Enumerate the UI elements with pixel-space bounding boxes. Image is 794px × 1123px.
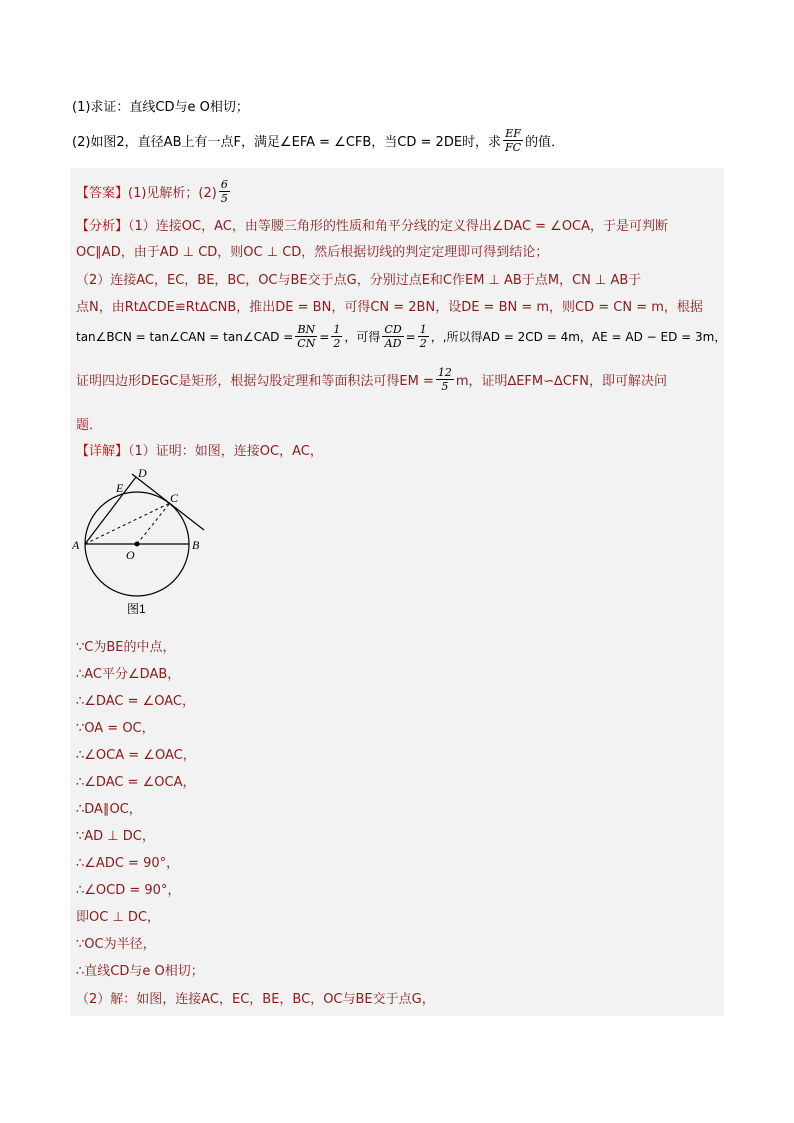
- analysis-line-6-b: m，证明∆EFM∽∆CFN，即可解决问: [455, 374, 667, 389]
- center-o-dot: [135, 542, 140, 547]
- label-e: E: [116, 481, 124, 495]
- one-half-fraction: [418, 323, 429, 350]
- analysis-line-5-e: ，,所以得AD = 2CD = 4m，AE = AD − ED = 3m，: [430, 330, 727, 344]
- fraction-denominator: 5: [441, 380, 449, 393]
- ef-over-fc-fraction: [503, 127, 523, 154]
- detail-part-2: （2）解：如图，连接AC，EC，BE，BC，OC与BE交于点G，: [76, 992, 435, 1007]
- tangent-line-cd: [132, 474, 204, 530]
- analysis-tag: 【分析】: [76, 219, 129, 234]
- line-ad: [85, 477, 136, 544]
- label-o: O: [126, 548, 135, 562]
- detail-step-5: ∴∠OCA = ∠OAC，: [76, 748, 196, 763]
- detail-step-8: ∵AD ⊥ DC，: [76, 829, 155, 844]
- analysis-text-1: （1）连接OC，AC，由等腰三角形的性质和角平分线的定义得出∠DAC = ∠OCA，于是可判断: [128, 219, 669, 234]
- analysis-line-2: OC∥AD，由于AD ⊥ CD，则OC ⊥ CD，然后根据切线的判定定理即可得到结论；: [76, 245, 549, 260]
- cd-over-ad-fraction: [382, 323, 403, 350]
- fraction-denominator: 5: [220, 192, 228, 205]
- analysis-line-6: [76, 366, 667, 393]
- answer-line: [76, 178, 232, 205]
- label-a: A: [72, 538, 80, 552]
- dashed-oc: [137, 503, 170, 544]
- answer-tag: 【答案】: [76, 186, 129, 201]
- question-part-2: [72, 127, 564, 154]
- detail-step-2: ∴AC平分∠DAB，: [76, 667, 181, 682]
- analysis-line-5-a: tan∠BCN = tan∠CAN = tan∠CAD =: [76, 329, 294, 344]
- figure-caption: 图1: [127, 602, 146, 616]
- fraction-numerator: 1: [333, 323, 341, 336]
- fraction-denominator: AD: [384, 337, 402, 350]
- answer-fraction: [219, 178, 230, 205]
- label-b: B: [192, 538, 200, 552]
- fraction-numerator: CD: [384, 323, 402, 336]
- analysis-line-5-d: =: [405, 329, 416, 344]
- analysis-line-6-a: 证明四边形DEGC是矩形，根据勾股定理和等面积法可得EM =: [76, 374, 434, 389]
- detail-step-12: ∵OC为半径，: [76, 937, 156, 952]
- fraction-numerator: BN: [297, 323, 316, 336]
- detail-step-9: ∴∠ADC = 90°，: [76, 856, 180, 871]
- one-half-fraction: [331, 323, 342, 350]
- detail-step-4: ∵OA = OC，: [76, 721, 155, 736]
- analysis-line-5: [76, 323, 726, 350]
- question-part-2-text: (2)如图2，直径AB上有一点F，满足∠EFA = ∠CFB，当CD = 2DE时，求: [72, 135, 502, 150]
- circle-figure-1: [72, 460, 222, 620]
- fraction-numerator: 6: [220, 178, 228, 191]
- detail-step-10: ∴∠OCD = 90°，: [76, 883, 181, 898]
- analysis-line-5-b: =: [319, 329, 330, 344]
- detail-step-7: ∴DA∥OC，: [76, 802, 142, 817]
- detail-intro-text: （1）证明：如图，连接OC，AC，: [128, 444, 323, 459]
- detail-step-6: ∴∠DAC = ∠OCA，: [76, 775, 196, 790]
- detail-step-3: ∴∠DAC = ∠OAC，: [76, 694, 196, 709]
- analysis-line-1: [76, 215, 668, 234]
- detail-intro-line: [76, 440, 323, 459]
- detail-step-11: 即OC ⊥ DC，: [76, 910, 160, 925]
- question-part-1: (1)求证：直线CD与e O相切；: [72, 100, 249, 115]
- solution-panel: [70, 168, 727, 1016]
- analysis-line-7: 题．: [76, 418, 103, 433]
- fraction-denominator: 2: [333, 337, 341, 350]
- fraction-denominator: CN: [297, 337, 316, 350]
- bn-over-cn-fraction: [295, 323, 317, 350]
- detail-step-1: ∵C为BE的中点，: [76, 640, 176, 655]
- question-part-2-suffix: 的值．: [525, 135, 565, 150]
- twelve-fifths-fraction: [436, 366, 454, 393]
- label-d: D: [138, 466, 147, 480]
- analysis-line-3: （2）连接AC，EC，BE，BC，OC与BE交于点G，分别过点E和C作EM ⊥ AB于点M，CN ⊥ AB于: [76, 273, 642, 288]
- fraction-denominator: FC: [505, 141, 522, 154]
- detail-tag: 【详解】: [76, 444, 129, 459]
- detail-step-13: ∴直线CD与e O相切；: [76, 964, 204, 979]
- fraction-numerator: 12: [437, 366, 452, 379]
- answer-text: (1)见解析；(2): [128, 186, 217, 201]
- fraction-numerator: EF: [505, 127, 521, 140]
- label-c: C: [170, 491, 179, 505]
- analysis-line-5-c: ，可得: [344, 330, 381, 344]
- analysis-line-4: 点N，由Rt∆CDE≌Rt∆CNB，推出DE = BN，可得CN = 2BN，设DE = BN = m，则CD = CN = m，根据: [76, 300, 703, 315]
- fraction-numerator: 1: [419, 323, 427, 336]
- fraction-denominator: 2: [419, 337, 427, 350]
